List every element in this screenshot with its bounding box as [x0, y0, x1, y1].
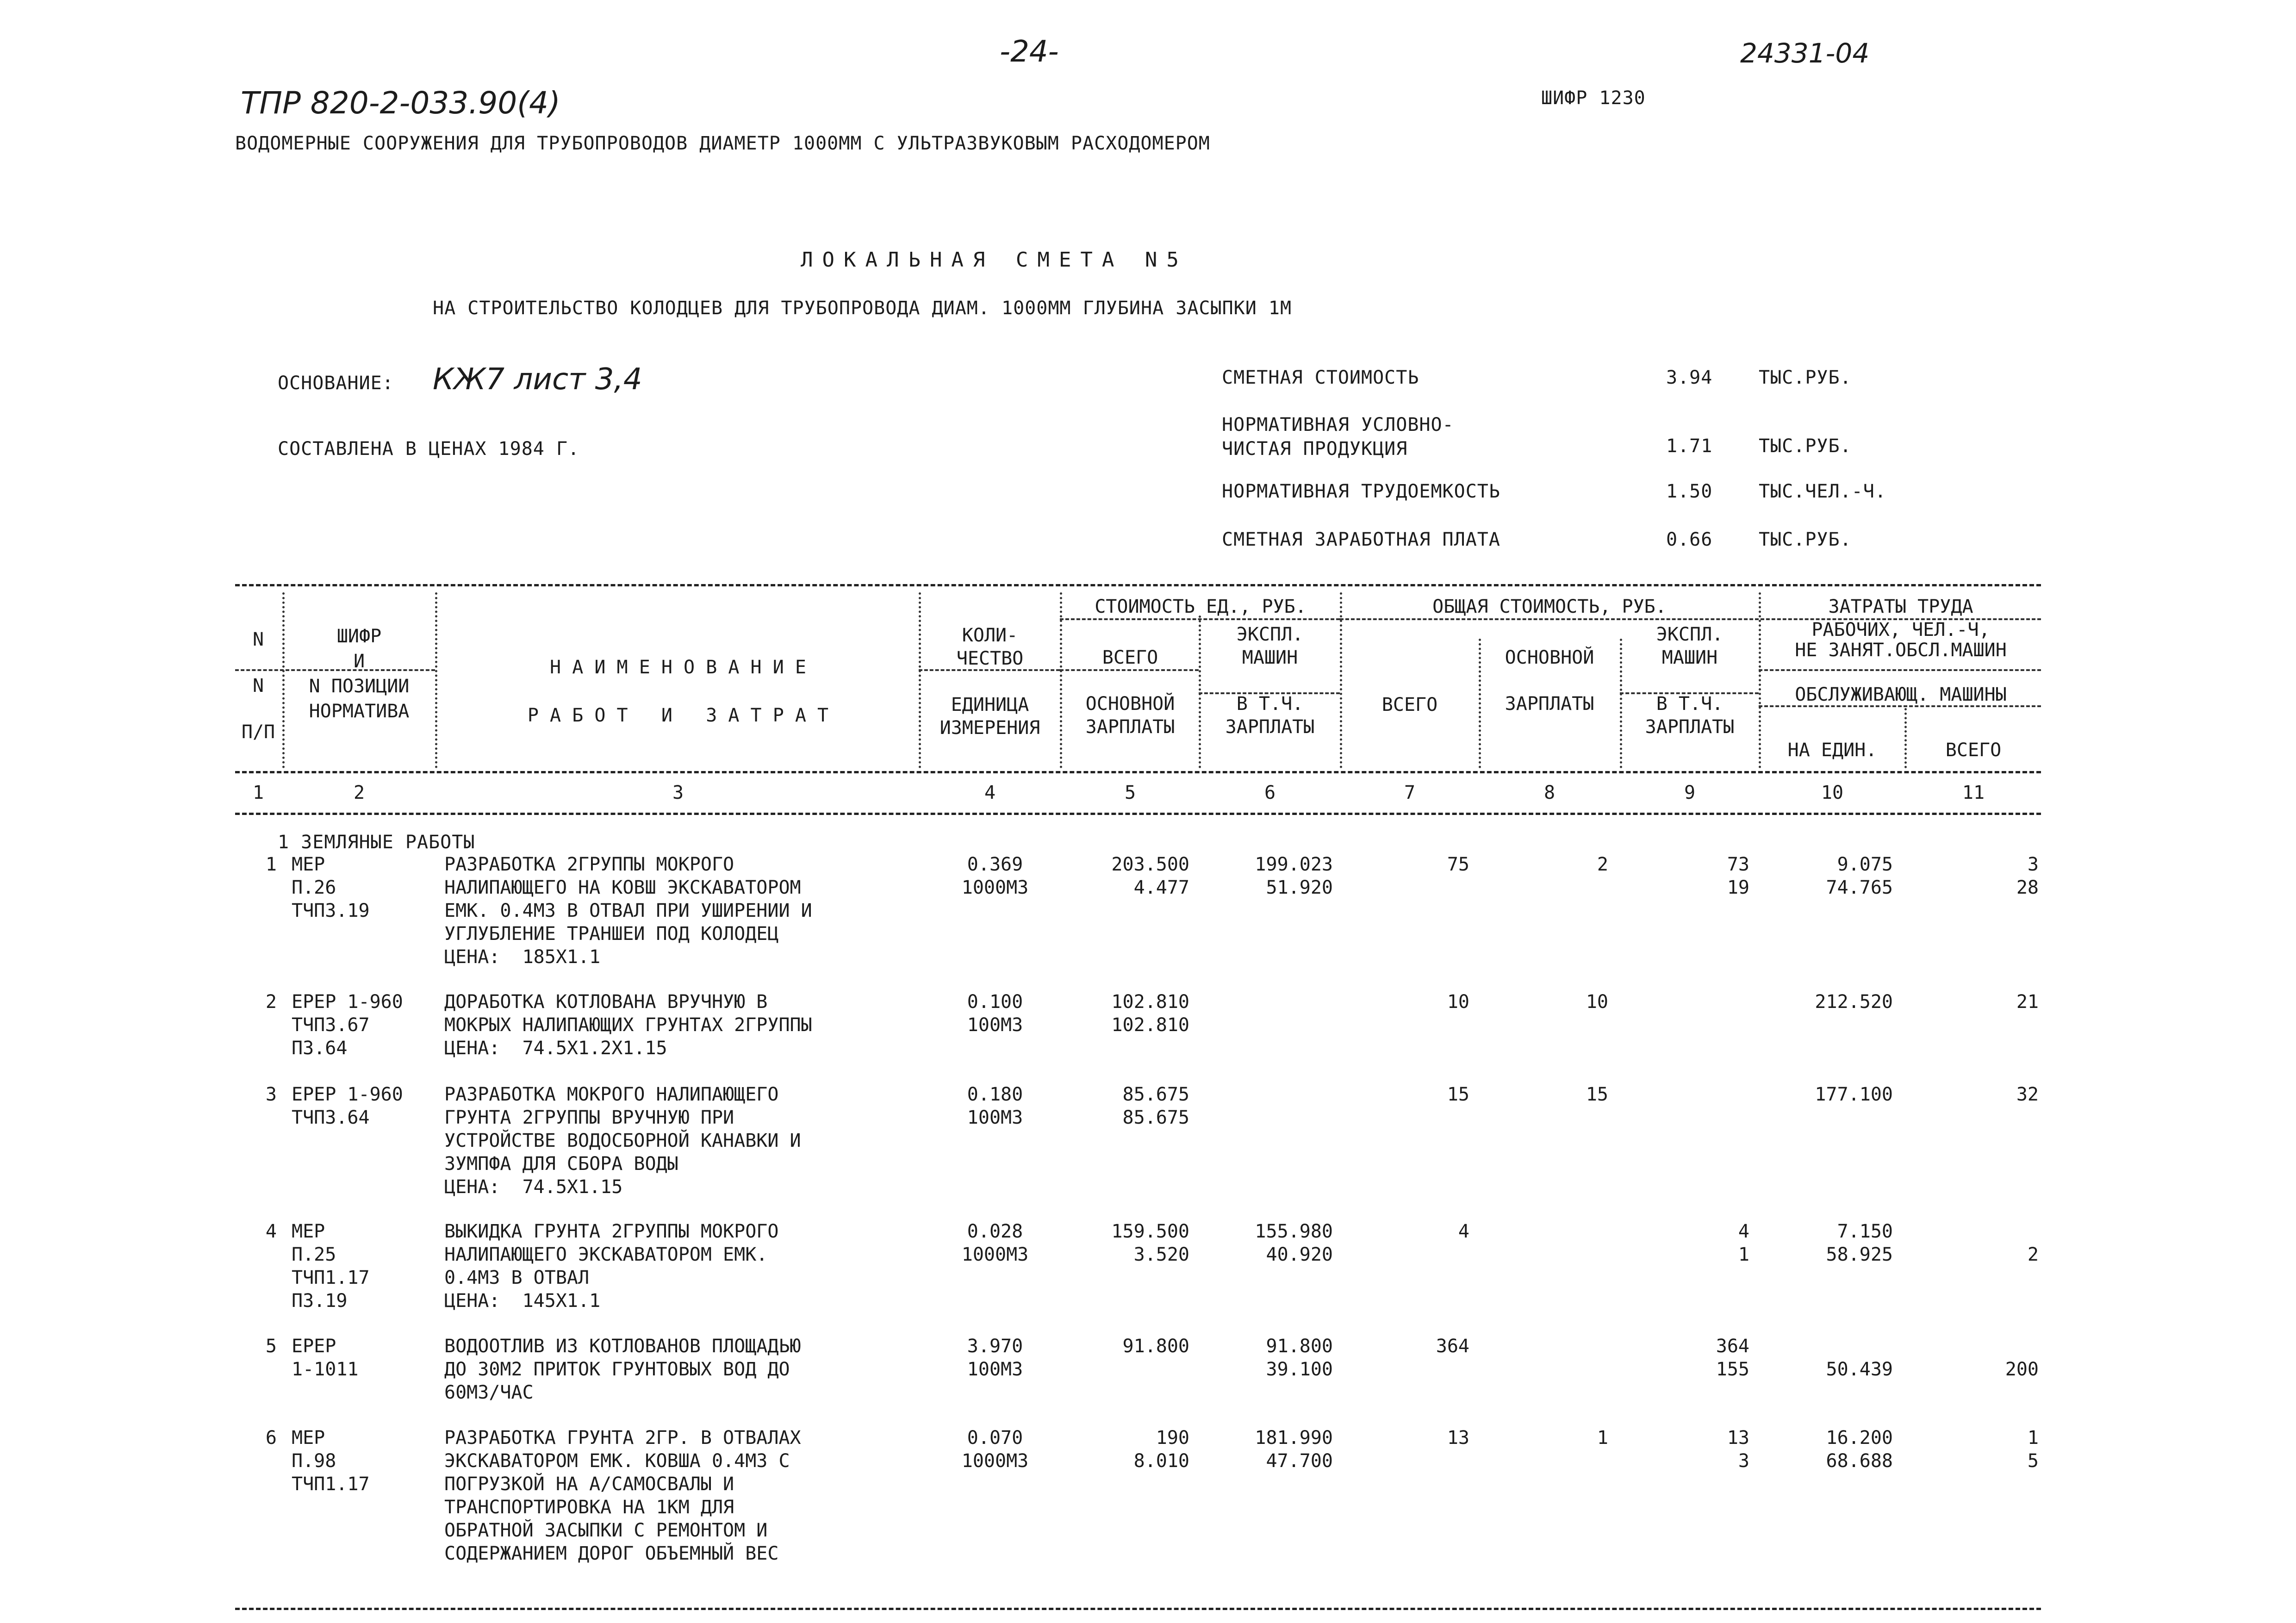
header-col-5: ВСЕГО ОСНОВНОЙ ЗАРПЛАТЫ — [1085, 647, 1175, 738]
row-labor-total: 2 — [2027, 1244, 2039, 1265]
row-total-machines: 73 19 — [1727, 854, 1749, 898]
row-total-wages: 1 — [1597, 1427, 1608, 1449]
header-col-10: НА ЕДИН. — [1787, 740, 1877, 761]
row-unit-total: 159.500 3.520 — [1111, 1221, 1189, 1265]
header-col-9: ЭКСПЛ. МАШИН В Т.Ч. ЗАРПЛАТЫ — [1645, 624, 1735, 738]
row-total-wages: 10 — [1586, 991, 1608, 1013]
header-col-3: Н А И М Е Н О В А Н И Е Р А Б О Т И З А Т Р А Т — [527, 657, 829, 726]
row-labor-per-unit: 212.520 — [1815, 991, 1893, 1013]
row-unit-machines: 199.023 51.920 — [1255, 854, 1333, 898]
summary-unit-3: ТЫС.ЧЕЛ.-Ч. — [1759, 481, 1886, 502]
row-unit-total: 190 8.010 — [1133, 1427, 1189, 1472]
price-basis: СОСТАВЛЕНА В ЦЕНАХ 1984 Г. — [278, 438, 580, 460]
header-group-total-cost: ОБЩАЯ СТОИМОСТЬ, РУБ. — [1432, 596, 1667, 617]
row-number: 4 — [265, 1221, 277, 1242]
summary-value-1: 3.94 — [1666, 367, 1713, 388]
row-total-wages: 15 — [1586, 1084, 1608, 1105]
row-labor-total: 1 5 — [2027, 1427, 2039, 1472]
row-name: РАЗРАБОТКА 2ГРУППЫ МОКРОГО НАЛИПАЮЩЕГО НА КОВШ ЭКСКАВАТОРОМ ЕМК. 0.4М3 В ОТВАЛ ПРИ УШИРЕНИИ И УГЛУБЛЕНИЕ ТРАНШЕИ ПОД КОЛОДЕЦ ЦЕНА: 185Х1.1 — [444, 854, 812, 968]
row-labor-per-unit: 16.200 68.688 — [1826, 1427, 1893, 1472]
row-total: 15 — [1447, 1084, 1469, 1105]
row-quantity: 3.970 100М3 — [967, 1336, 1023, 1380]
row-unit-machines: 155.980 40.920 — [1255, 1221, 1333, 1265]
column-number: 4 — [984, 782, 996, 803]
row-unit-total: 85.675 85.675 — [1122, 1084, 1189, 1128]
summary-value-3: 1.50 — [1666, 481, 1713, 502]
project-title: ВОДОМЕРНЫЕ СООРУЖЕНИЯ ДЛЯ ТРУБОПРОВОДОВ ДИАМЕТР 1000ММ С УЛЬТРАЗВУКОВЫМ РАСХОДОМЕРОМ — [235, 133, 1210, 154]
row-code: МЕР П.26 ТЧП3.19 — [292, 854, 370, 921]
table-top-rule — [235, 584, 2041, 586]
row-total: 4 — [1458, 1221, 1469, 1242]
row-code: МЕР П.25 ТЧП1.17 П3.19 — [292, 1221, 370, 1312]
row-quantity: 0.100 100М3 — [967, 991, 1023, 1036]
header-group-labor-serving: ОБСЛУЖИВАЮЩ. МАШИНЫ — [1795, 684, 2007, 705]
document-subtitle: НА СТРОИТЕЛЬСТВО КОЛОДЦЕВ ДЛЯ ТРУБОПРОВОДА ДИАМ. 1000ММ ГЛУБИНА ЗАСЫПКИ 1М — [433, 298, 1292, 319]
header-group-labor: ЗАТРАТЫ ТРУДА РАБОЧИХ, ЧЕЛ.-Ч, — [1811, 596, 1990, 640]
column-number: 10 — [1821, 782, 1844, 803]
header-group-labor-idle: НЕ ЗАНЯТ.ОБСЛ.МАШИН — [1795, 640, 2007, 661]
table-bottom-rule — [235, 1608, 2041, 1610]
header-bottom-rule — [235, 771, 2041, 773]
row-total-machines: 4 1 — [1738, 1221, 1749, 1265]
document-title: ЛОКАЛЬНАЯ СМЕТА N5 — [801, 248, 1188, 272]
row-quantity: 0.028 1000М3 — [961, 1221, 1029, 1265]
summary-unit-2: ТЫС.РУБ. — [1759, 435, 1852, 457]
header-col-7: ВСЕГО — [1381, 694, 1438, 715]
row-labor-per-unit: 7.150 58.925 — [1826, 1221, 1893, 1265]
header-group-unit-cost: СТОИМОСТЬ ЕД., РУБ. — [1095, 596, 1307, 617]
row-name: РАЗРАБОТКА ГРУНТА 2ГР. В ОТВАЛАХ ЭКСКАВАТОРОМ ЕМК. КОВША 0.4М3 С ПОГРУЗКОЙ НА А/САМОСВАЛЫ И ТРАНСПОРТИРОВКА НА 1КМ ДЛЯ ОБРАТНОЙ ЗАСЫПКИ С РЕМОНТОМ И СОДЕРЖАНИЕМ ДОРОГ ОБЪЕМНЫЙ ВЕС — [444, 1427, 801, 1564]
row-name: ДОРАБОТКА КОТЛОВАНА ВРУЧНУЮ В МОКРЫХ НАЛИПАЮЩИХ ГРУНТАХ 2ГРУППЫ ЦЕНА: 74.5Х1.2Х1.15 — [444, 991, 812, 1059]
summary-value-2: 1.71 — [1666, 435, 1713, 457]
row-unit-machines: 91.800 39.100 — [1266, 1336, 1333, 1380]
summary-label-3: НОРМАТИВНАЯ ТРУДОЕМКОСТЬ — [1222, 481, 1500, 502]
column-number: 5 — [1124, 782, 1136, 803]
document-code: 24331-04 — [1740, 37, 1870, 69]
shifr-code: ШИФР 1230 — [1541, 87, 1646, 109]
summary-label-2: НОРМАТИВНАЯ УСЛОВНО- ЧИСТАЯ ПРОДУКЦИЯ — [1222, 414, 1454, 460]
row-total: 13 — [1447, 1427, 1469, 1449]
column-number: 1 — [252, 782, 264, 803]
row-quantity: 0.070 1000М3 — [961, 1427, 1029, 1472]
row-total: 10 — [1447, 991, 1469, 1013]
row-number: 1 — [265, 854, 277, 875]
row-labor-total: 21 — [2016, 991, 2039, 1013]
page-number: -24- — [1000, 35, 1059, 69]
row-number: 6 — [265, 1427, 277, 1449]
column-number: 7 — [1404, 782, 1416, 803]
row-total-machines: 364 155 — [1716, 1336, 1749, 1380]
row-total: 364 — [1436, 1336, 1469, 1357]
row-code: ЕРЕР 1-1011 — [292, 1336, 359, 1380]
osnovanie-label: ОСНОВАНИЕ: — [278, 373, 394, 394]
row-unit-total: 91.800 — [1122, 1336, 1189, 1357]
row-labor-per-unit: 9.075 74.765 — [1826, 854, 1893, 898]
tpr-code: ТПР 820-2-033.90(4) — [241, 85, 560, 121]
section-heading: 1 ЗЕМЛЯНЫЕ РАБОТЫ — [278, 832, 475, 853]
summary-value-4: 0.66 — [1666, 529, 1713, 550]
summary-label-1: СМЕТНАЯ СТОИМОСТЬ — [1222, 367, 1419, 388]
row-number: 3 — [265, 1084, 277, 1105]
row-quantity: 0.180 100М3 — [967, 1084, 1023, 1128]
row-name: ВЫКИДКА ГРУНТА 2ГРУППЫ МОКРОГО НАЛИПАЮЩЕГО ЭКСКАВАТОРОМ ЕМК. 0.4М3 В ОТВАЛ ЦЕНА: 145Х1.1 — [444, 1221, 779, 1312]
column-numbers-rule — [235, 813, 2041, 815]
header-col-4: КОЛИ- ЧЕСТВО ЕДИНИЦА ИЗМЕРЕНИЯ — [940, 625, 1040, 739]
row-unit-total: 102.810 102.810 — [1111, 991, 1189, 1036]
row-code: ЕРЕР 1-960 ТЧП3.64 — [292, 1084, 403, 1128]
column-number: 8 — [1543, 782, 1556, 803]
row-total: 75 — [1447, 854, 1469, 875]
header-col-6: ЭКСПЛ. МАШИН В Т.Ч. ЗАРПЛАТЫ — [1225, 624, 1315, 738]
column-number: 2 — [353, 782, 365, 803]
row-code: ЕРЕР 1-960 ТЧП3.67 П3.64 — [292, 991, 403, 1059]
row-unit-total: 203.500 4.477 — [1111, 854, 1189, 898]
osnovanie-value: КЖ7 лист 3,4 — [433, 362, 642, 397]
row-labor-total: 3 28 — [2016, 854, 2039, 898]
row-number: 2 — [265, 991, 277, 1013]
row-labor-per-unit: 177.100 — [1815, 1084, 1893, 1105]
row-quantity: 0.369 1000М3 — [961, 854, 1029, 898]
row-total-wages: 2 — [1597, 854, 1608, 875]
summary-unit-1: ТЫС.РУБ. — [1759, 367, 1852, 388]
row-number: 5 — [265, 1336, 277, 1357]
summary-unit-4: ТЫС.РУБ. — [1759, 529, 1852, 550]
header-col-11: ВСЕГО — [1945, 740, 2002, 761]
column-number: 6 — [1264, 782, 1276, 803]
column-number: 11 — [1962, 782, 1985, 803]
row-name: РАЗРАБОТКА МОКРОГО НАЛИПАЮЩЕГО ГРУНТА 2ГРУППЫ ВРУЧНУЮ ПРИ УСТРОЙСТВЕ ВОДОСБОРНОЙ КАНАВКИ И ЗУМПФА ДЛЯ СБОРА ВОДЫ ЦЕНА: 74.5Х1.15 — [444, 1084, 801, 1198]
header-col-8: ОСНОВНОЙ ЗАРПЛАТЫ — [1505, 647, 1594, 715]
row-labor-total: 200 — [2005, 1359, 2039, 1380]
column-number: 3 — [672, 782, 684, 803]
header-col-2: ШИФР И N ПОЗИЦИИ НОРМАТИВА — [309, 626, 410, 722]
row-labor-per-unit: 50.439 — [1826, 1359, 1893, 1380]
summary-label-4: СМЕТНАЯ ЗАРАБОТНАЯ ПЛАТА — [1222, 529, 1500, 550]
row-code: МЕР П.98 ТЧП1.17 — [292, 1427, 370, 1495]
row-name: ВОДООТЛИВ ИЗ КОТЛОВАНОВ ПЛОЩАДЬЮ ДО 30М2 ПРИТОК ГРУНТОВЫХ ВОД ДО 60М3/ЧАС — [444, 1336, 801, 1403]
row-total-machines: 13 3 — [1727, 1427, 1749, 1472]
column-number: 9 — [1684, 782, 1696, 803]
header-col-1: N N П/П — [241, 629, 275, 743]
row-labor-total: 32 — [2016, 1084, 2039, 1105]
row-unit-machines: 181.990 47.700 — [1255, 1427, 1333, 1472]
